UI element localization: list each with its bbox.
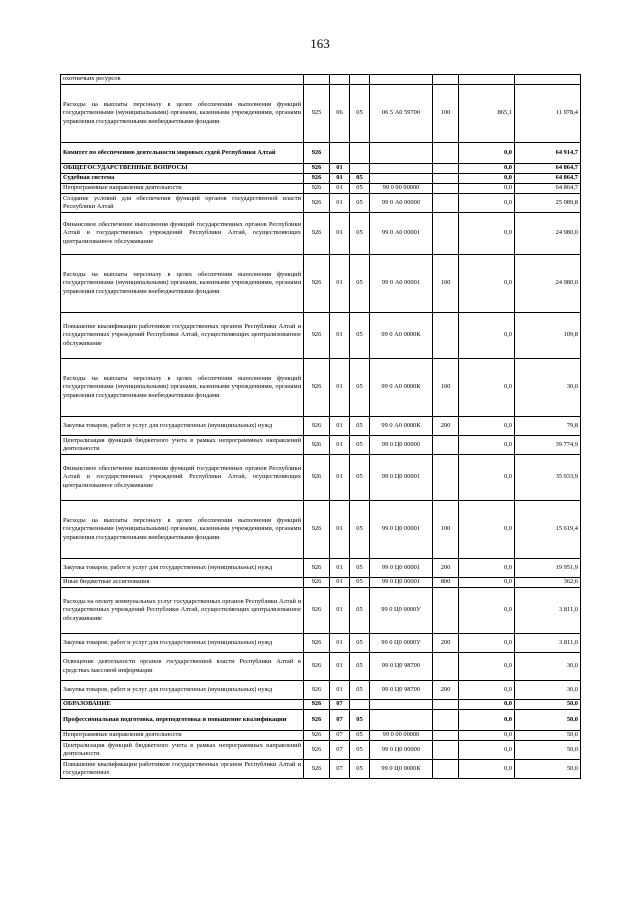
row-expense-type-cell (433, 184, 459, 194)
row-expense-type-cell (433, 313, 459, 359)
row-amount-1-cell: 0,0 (459, 501, 515, 559)
row-target-article-cell: 99 0 00 00000 (370, 184, 433, 194)
row-amount-2-cell: 30,0 (515, 653, 581, 681)
row-expense-type-cell (433, 436, 459, 455)
row-amount-1-cell: 0,0 (459, 741, 515, 760)
row-amount-1-cell: 0,0 (459, 143, 515, 164)
row-amount-1-cell: 0,0 (459, 559, 515, 578)
row-amount-1-cell: 865,1 (459, 85, 515, 143)
row-expense-type-cell (433, 174, 459, 184)
row-expense-type-cell: 800 (433, 578, 459, 588)
row-amount-2-cell: 3 811,0 (515, 588, 581, 634)
row-name-cell: Расходы на выплаты персоналу в целях обеспечения выполнения функций государственными (муниципальными) органами, казенными учреждениями, органами управления государственными внебюджетными фондами (61, 85, 304, 143)
row-name-cell: Закупка товаров, работ и услуг для государственных (муниципальных) нужд (61, 559, 304, 578)
row-amount-2-cell: 64 864,7 (515, 174, 581, 184)
budget-table (60, 74, 581, 779)
table-row (61, 174, 581, 184)
row-grbs-cell (304, 75, 330, 85)
row-subsection-cell: 05 (350, 85, 370, 143)
row-subsection-cell (350, 700, 370, 710)
row-section-cell: 01 (330, 681, 350, 700)
row-target-article-cell: 99 0 Ц0 00000 (370, 741, 433, 760)
row-section-cell: 01 (330, 578, 350, 588)
table-row (61, 164, 581, 174)
row-expense-type-cell: 200 (433, 681, 459, 700)
row-section-cell: 01 (330, 559, 350, 578)
row-grbs-cell: 926 (304, 194, 330, 213)
row-amount-1-cell: 0,0 (459, 417, 515, 436)
row-subsection-cell: 05 (350, 436, 370, 455)
row-amount-2-cell: 11 978,4 (515, 85, 581, 143)
row-section-cell: 07 (330, 760, 350, 779)
row-section-cell: 01 (330, 653, 350, 681)
row-section-cell: 07 (330, 741, 350, 760)
row-grbs-cell: 926 (304, 174, 330, 184)
row-amount-1-cell: 0,0 (459, 588, 515, 634)
row-amount-2-cell: 39 774,9 (515, 436, 581, 455)
row-subsection-cell (350, 143, 370, 164)
row-name-cell: Непрограммные направления деятельности (61, 184, 304, 194)
row-grbs-cell: 926 (304, 359, 330, 417)
row-amount-1-cell: 0,0 (459, 760, 515, 779)
row-amount-2-cell: 109,8 (515, 313, 581, 359)
row-name-cell: Иные бюджетные ассигнования (61, 578, 304, 588)
row-amount-2-cell: 30,0 (515, 359, 581, 417)
row-target-article-cell (370, 143, 433, 164)
row-name-cell: ОБРАЗОВАНИЕ (61, 700, 304, 710)
row-name-cell: Создание условий для обеспечения функций органов государственной власти Республики Алтай (61, 194, 304, 213)
row-grbs-cell: 926 (304, 741, 330, 760)
row-subsection-cell: 05 (350, 359, 370, 417)
row-amount-2-cell: 3 811,0 (515, 634, 581, 653)
row-amount-1-cell: 0,0 (459, 213, 515, 255)
table-row (61, 194, 581, 213)
row-amount-2-cell: 64 864,7 (515, 184, 581, 194)
row-expense-type-cell (433, 588, 459, 634)
row-grbs-cell: 926 (304, 681, 330, 700)
table-row (61, 731, 581, 741)
row-target-article-cell (370, 75, 433, 85)
row-expense-type-cell (433, 164, 459, 174)
table-row (61, 436, 581, 455)
table-row (61, 760, 581, 779)
row-target-article-cell: 99 0 Ц0 98700 (370, 681, 433, 700)
row-subsection-cell: 05 (350, 710, 370, 731)
row-section-cell: 01 (330, 436, 350, 455)
row-grbs-cell: 926 (304, 164, 330, 174)
row-subsection-cell: 05 (350, 417, 370, 436)
row-name-cell: Комитет по обеспечению деятельности мировых судей Республики Алтай (61, 143, 304, 164)
table-row (61, 653, 581, 681)
row-amount-1-cell: 0,0 (459, 194, 515, 213)
row-expense-type-cell (433, 194, 459, 213)
row-expense-type-cell (433, 710, 459, 731)
row-name-cell: Непрограммные направления деятельности (61, 731, 304, 741)
table-row (61, 455, 581, 501)
row-amount-1-cell: 0,0 (459, 634, 515, 653)
page-number: 163 (310, 36, 330, 51)
row-name-cell: Расходы на выплаты персоналу в целях обеспечения выполнения функций государственными (муниципальными) органами, казенными учреждениями, органами управления государственными внебюджетными фондами (61, 255, 304, 313)
row-section-cell: 01 (330, 588, 350, 634)
row-grbs-cell: 926 (304, 501, 330, 559)
row-target-article-cell (370, 174, 433, 184)
row-subsection-cell: 05 (350, 313, 370, 359)
row-section-cell: 07 (330, 710, 350, 731)
row-target-article-cell: 99 0 Ц0 00001 (370, 501, 433, 559)
table-row (61, 710, 581, 731)
row-expense-type-cell (433, 760, 459, 779)
table-row (61, 578, 581, 588)
table-row (61, 501, 581, 559)
row-grbs-cell: 926 (304, 653, 330, 681)
row-amount-1-cell: 0,0 (459, 436, 515, 455)
table-row (61, 184, 581, 194)
row-section-cell: 01 (330, 255, 350, 313)
row-subsection-cell: 05 (350, 174, 370, 184)
row-name-cell: Расходы на выплаты персоналу в целях обеспечения выполнения функций государственными (муниципальными) органами, казенными учреждениями, органами управления государственными внебюджетными фондами (61, 359, 304, 417)
row-amount-1-cell: 0,0 (459, 700, 515, 710)
table-row (61, 681, 581, 700)
row-name-cell: охотничьих ресурсов (61, 75, 304, 85)
row-grbs-cell: 926 (304, 578, 330, 588)
table-row (61, 143, 581, 164)
row-amount-2-cell (515, 75, 581, 85)
row-grbs-cell: 926 (304, 313, 330, 359)
row-section-cell: 01 (330, 313, 350, 359)
row-amount-1-cell: 0,0 (459, 731, 515, 741)
row-amount-2-cell: 50,0 (515, 710, 581, 731)
row-amount-1-cell: 0,0 (459, 184, 515, 194)
row-section-cell: 07 (330, 700, 350, 710)
row-grbs-cell: 926 (304, 436, 330, 455)
row-subsection-cell: 05 (350, 184, 370, 194)
row-section-cell: 07 (330, 731, 350, 741)
row-target-article-cell (370, 164, 433, 174)
row-name-cell: Централизация функций бюджетного учета в рамках непрограммных направлений деятельности (61, 741, 304, 760)
row-subsection-cell: 05 (350, 255, 370, 313)
row-name-cell: Повышение квалификации работников государственных органов Республики Алтай и государственных учреждений Республики Алтай, осуществляющих централизованное обслуживание (61, 313, 304, 359)
row-grbs-cell: 926 (304, 710, 330, 731)
row-name-cell: Централизация функций бюджетного учета в рамках непрограммных направлений деятельности (61, 436, 304, 455)
row-amount-2-cell: 50,0 (515, 700, 581, 710)
row-amount-2-cell: 15 619,4 (515, 501, 581, 559)
row-subsection-cell: 05 (350, 559, 370, 578)
row-section-cell: 01 (330, 213, 350, 255)
row-amount-2-cell: 64 864,7 (515, 164, 581, 174)
row-target-article-cell: 99 0 Ц0 00001 (370, 455, 433, 501)
row-target-article-cell: 99 0 А0 00001 (370, 255, 433, 313)
row-target-article-cell (370, 710, 433, 731)
row-name-cell: Судебная система (61, 174, 304, 184)
row-target-article-cell: 99 0 00 00000 (370, 731, 433, 741)
row-amount-2-cell: 35 933,9 (515, 455, 581, 501)
row-amount-2-cell: 19 951,9 (515, 559, 581, 578)
row-expense-type-cell (433, 731, 459, 741)
row-grbs-cell: 926 (304, 455, 330, 501)
row-expense-type-cell (433, 213, 459, 255)
row-grbs-cell: 926 (304, 255, 330, 313)
row-amount-2-cell: 64 914,7 (515, 143, 581, 164)
row-name-cell: Профессиональная подготовка, переподготовка и повышение квалификации (61, 710, 304, 731)
row-grbs-cell: 926 (304, 143, 330, 164)
row-grbs-cell: 925 (304, 85, 330, 143)
row-name-cell: Финансовое обеспечение выполнения функций государственных органов Республики Алтай и государственных учреждений Республики Алтай, осуществляющих централизованное обслуживание (61, 213, 304, 255)
table-row (61, 700, 581, 710)
row-target-article-cell: 99 0 А0 00001 (370, 213, 433, 255)
row-expense-type-cell: 100 (433, 255, 459, 313)
row-target-article-cell (370, 700, 433, 710)
row-amount-1-cell: 0,0 (459, 164, 515, 174)
row-amount-1-cell: 0,0 (459, 174, 515, 184)
row-target-article-cell: 99 0 А0 0000К (370, 359, 433, 417)
row-expense-type-cell (433, 741, 459, 760)
row-target-article-cell: 99 0 Ц0 0000У (370, 634, 433, 653)
row-amount-2-cell: 50,0 (515, 741, 581, 760)
row-target-article-cell: 99 0 Ц0 00000 (370, 436, 433, 455)
row-amount-2-cell: 50,0 (515, 760, 581, 779)
row-subsection-cell: 05 (350, 455, 370, 501)
row-section-cell: 01 (330, 174, 350, 184)
row-grbs-cell: 926 (304, 731, 330, 741)
row-expense-type-cell: 100 (433, 85, 459, 143)
row-subsection-cell: 05 (350, 213, 370, 255)
row-section-cell (330, 143, 350, 164)
row-expense-type-cell (433, 143, 459, 164)
row-expense-type-cell (433, 75, 459, 85)
table-row (61, 255, 581, 313)
row-target-article-cell: 99 0 А0 00000 (370, 194, 433, 213)
row-expense-type-cell: 200 (433, 417, 459, 436)
row-subsection-cell (350, 164, 370, 174)
table-row (61, 213, 581, 255)
row-expense-type-cell: 200 (433, 559, 459, 578)
row-amount-1-cell: 0,0 (459, 681, 515, 700)
row-subsection-cell: 05 (350, 634, 370, 653)
row-subsection-cell (350, 75, 370, 85)
row-subsection-cell: 05 (350, 588, 370, 634)
row-target-article-cell: 99 0 Ц0 00001 (370, 559, 433, 578)
row-target-article-cell: 99 0 Ц0 00001 (370, 578, 433, 588)
row-section-cell: 01 (330, 184, 350, 194)
table-row (61, 75, 581, 85)
row-expense-type-cell (433, 700, 459, 710)
row-name-cell: Закупка товаров, работ и услуг для государственных (муниципальных) нужд (61, 681, 304, 700)
row-subsection-cell: 05 (350, 653, 370, 681)
row-subsection-cell: 05 (350, 194, 370, 213)
row-grbs-cell: 926 (304, 559, 330, 578)
row-amount-1-cell: 0,0 (459, 359, 515, 417)
row-amount-1-cell (459, 75, 515, 85)
row-target-article-cell: 99 0 Ц0 0000К (370, 760, 433, 779)
row-grbs-cell: 926 (304, 634, 330, 653)
row-expense-type-cell: 200 (433, 634, 459, 653)
row-subsection-cell: 05 (350, 501, 370, 559)
row-section-cell: 01 (330, 359, 350, 417)
table-row (61, 85, 581, 143)
row-target-article-cell: 06 5 А0 59700 (370, 85, 433, 143)
row-name-cell: Расходы на выплаты персоналу в целях обеспечения выполнения функций государственными (муниципальными) органами, казенными учреждениями, органами управления государственными внебюджетными фондами (61, 501, 304, 559)
row-expense-type-cell (433, 455, 459, 501)
row-amount-1-cell: 0,0 (459, 255, 515, 313)
row-amount-2-cell: 79,8 (515, 417, 581, 436)
table-row (61, 559, 581, 578)
row-amount-1-cell: 0,0 (459, 578, 515, 588)
row-amount-2-cell: 30,0 (515, 681, 581, 700)
row-subsection-cell: 05 (350, 681, 370, 700)
row-subsection-cell: 05 (350, 760, 370, 779)
row-amount-2-cell: 24 980,0 (515, 213, 581, 255)
row-name-cell: Освещение деятельности органов государственной власти Республики Алтай в средствах массовой информации (61, 653, 304, 681)
row-name-cell: Закупка товаров, работ и услуг для государственных (муниципальных) нужд (61, 634, 304, 653)
table-row (61, 417, 581, 436)
row-section-cell: 01 (330, 194, 350, 213)
row-section-cell: 01 (330, 417, 350, 436)
table-row (61, 588, 581, 634)
row-name-cell: Расходы на оплату коммунальных услуг государственных органов Республики Алтай и государственных учреждений Республики Алтай, осуществляющих централизованное обслуживание (61, 588, 304, 634)
row-subsection-cell: 05 (350, 578, 370, 588)
table-row (61, 313, 581, 359)
table-row (61, 741, 581, 760)
row-grbs-cell: 926 (304, 417, 330, 436)
row-target-article-cell: 99 0 А0 0000К (370, 417, 433, 436)
row-expense-type-cell: 100 (433, 359, 459, 417)
row-grbs-cell: 926 (304, 588, 330, 634)
row-amount-2-cell: 25 089,8 (515, 194, 581, 213)
row-subsection-cell: 05 (350, 741, 370, 760)
row-section-cell: 01 (330, 455, 350, 501)
row-target-article-cell: 99 0 А0 0000К (370, 313, 433, 359)
row-section-cell: 06 (330, 85, 350, 143)
row-name-cell: Закупка товаров, работ и услуг для государственных (муниципальных) нужд (61, 417, 304, 436)
row-name-cell: Повышение квалификации работников государственных органов Республики Алтай и государственных (61, 760, 304, 779)
table-row (61, 634, 581, 653)
row-target-article-cell: 99 0 Ц0 0000У (370, 588, 433, 634)
row-name-cell: Финансовое обеспечение выполнения функций государственных органов Республики Алтай и государственных учреждений Республики Алтай, осуществляющих централизованное обслуживание (61, 455, 304, 501)
row-amount-1-cell: 0,0 (459, 455, 515, 501)
row-amount-2-cell: 24 980,0 (515, 255, 581, 313)
row-expense-type-cell (433, 653, 459, 681)
row-amount-1-cell: 0,0 (459, 313, 515, 359)
row-amount-1-cell: 0,0 (459, 710, 515, 731)
row-grbs-cell: 926 (304, 184, 330, 194)
row-section-cell: 01 (330, 501, 350, 559)
row-grbs-cell: 926 (304, 760, 330, 779)
row-grbs-cell: 926 (304, 700, 330, 710)
row-subsection-cell: 05 (350, 731, 370, 741)
row-expense-type-cell: 100 (433, 501, 459, 559)
row-name-cell: ОБЩЕГОСУДАРСТВЕННЫЕ ВОПРОСЫ (61, 164, 304, 174)
row-amount-2-cell: 50,0 (515, 731, 581, 741)
row-target-article-cell: 99 0 Ц0 98700 (370, 653, 433, 681)
row-section-cell: 01 (330, 164, 350, 174)
row-amount-1-cell: 0,0 (459, 653, 515, 681)
table-row (61, 359, 581, 417)
row-section-cell: 01 (330, 634, 350, 653)
row-amount-2-cell: 362,6 (515, 578, 581, 588)
row-section-cell (330, 75, 350, 85)
row-grbs-cell: 926 (304, 213, 330, 255)
